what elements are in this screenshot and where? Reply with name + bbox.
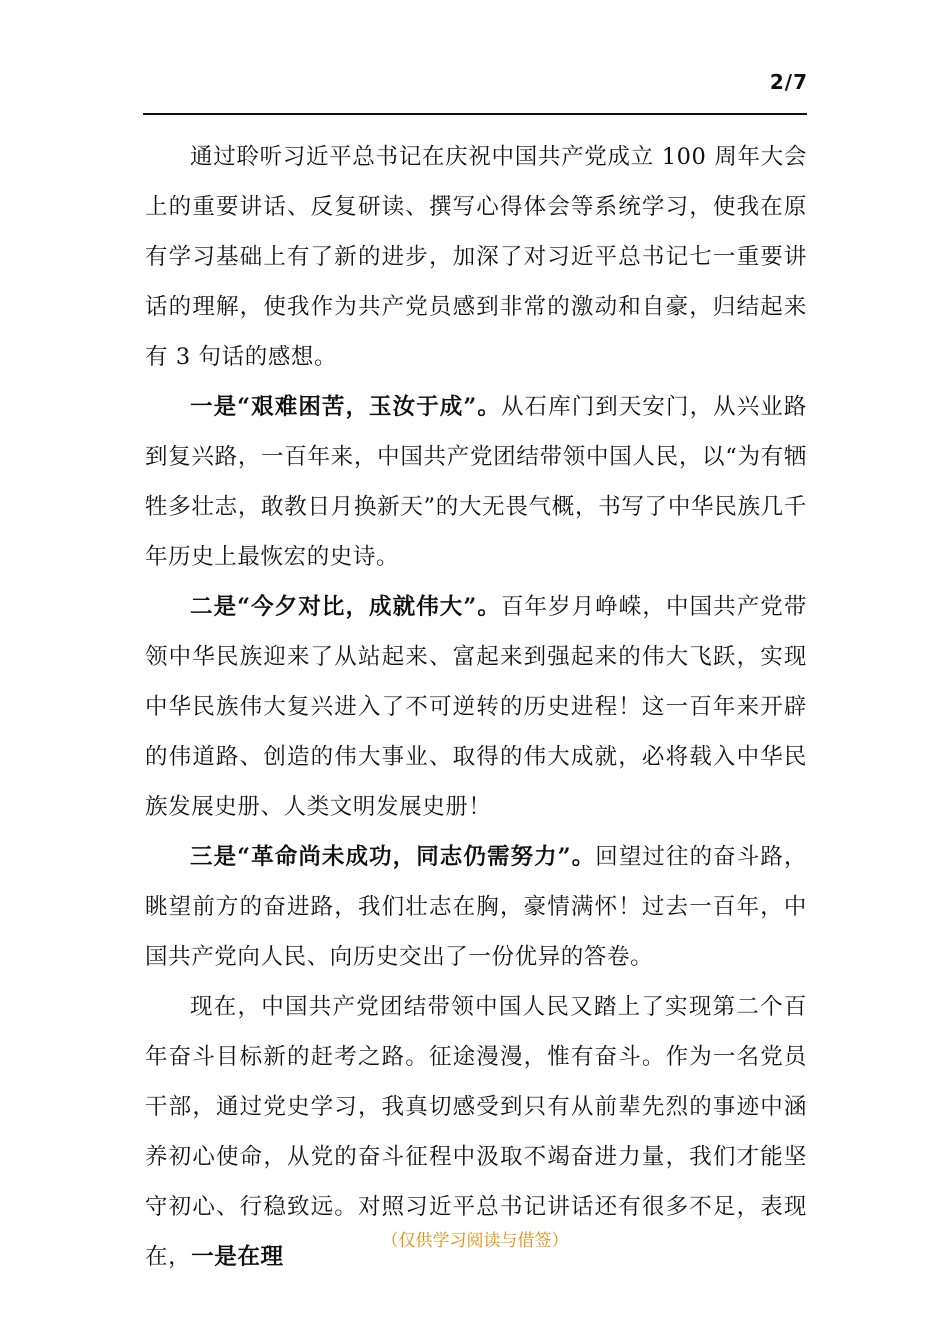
paragraph-text: 回望过往的奋斗路，眺望前方的奋进路，我们壮志在胸，豪情满怀！过去一百年，中国共产党向人民、向历史交出了一份优异的答卷。	[145, 844, 807, 970]
paragraph-text: 百年岁月峥嵘，中国共产党带领中华民族迎来了从站起来、富起来到强起来的伟大飞跃，实现中华民族伟大复兴进入了不可逆转的历史进程！这一百年来开辟的伟道路、创造的伟大事业、取得的伟大成就，必将载入中华民族发展史册、人类文明发展史册！	[145, 594, 807, 820]
paragraph-lead: 二是“今夕对比，成就伟大”。	[190, 594, 501, 620]
paragraph-3	[145, 582, 807, 832]
paragraph-4	[145, 832, 807, 982]
paragraph-tail: 一是在理	[191, 1244, 284, 1270]
paragraph-text: 从石库门到天安门，从兴业路到复兴路，一百年来，中国共产党团结带领中国人民，以“为有牺牲多壮志，敢教日月换新天”的大无畏气概，书写了中华民族几千年历史上最恢宏的史诗。	[145, 394, 807, 570]
page-number: 2/7	[769, 70, 808, 94]
paragraph-text: 通过聆听习近平总书记在庆祝中国共产党成立 100 周年大会上的重要讲话、反复研读、撰写心得体会等系统学习，使我在原有学习基础上有了新的进步，加深了对习近平总书记七一重要讲话的理解，使我作为共产党员感到非常的激动和自豪，归结起来有 3 句话的感想。	[145, 144, 807, 370]
paragraph-lead: 一是“艰难困苦，玉汝于成”。	[190, 394, 501, 420]
footer-note: （仅供学习阅读与借签）	[381, 1231, 569, 1251]
paragraph-lead: 三是“革命尚未成功，同志仍需努力”。	[190, 844, 596, 870]
paragraph-2	[145, 382, 807, 582]
header-rule	[143, 113, 807, 115]
document-body	[145, 132, 807, 1282]
paragraph-1	[145, 132, 807, 382]
paragraph-text: 现在，中国共产党团结带领中国人民又踏上了实现第二个百年奋斗目标新的赶考之路。征途漫漫，惟有奋斗。作为一名党员干部，通过党史学习，我真切感受到只有从前辈先烈的事迹中涵养初心使命，从党的奋斗征程中汲取不竭奋进力量，我们才能坚守初心、行稳致远。对照习近平总书记讲话还有很多不足，表现在，	[145, 994, 807, 1270]
